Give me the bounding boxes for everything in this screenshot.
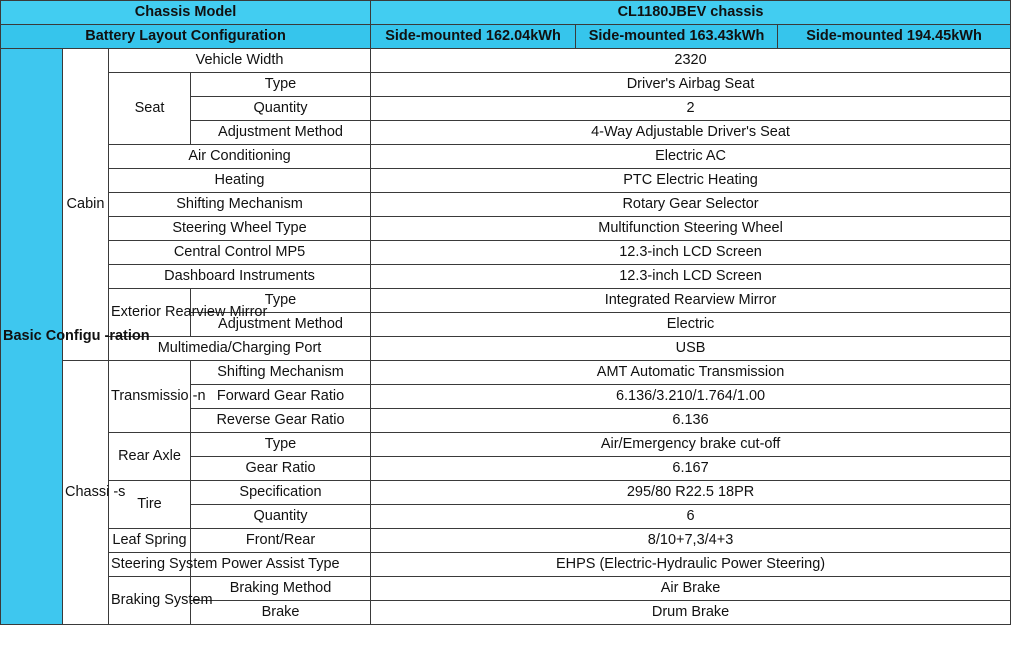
table-row [1, 289, 1011, 313]
seat-label: Seat [109, 73, 191, 145]
table-row [1, 73, 1011, 97]
rear-axle-type-label: Type [191, 433, 371, 457]
rear-axle-label: Rear Axle [109, 433, 191, 481]
transmission-shifting-value: AMT Automatic Transmission [371, 361, 1011, 385]
steering-wheel-value: Multifunction Steering Wheel [371, 217, 1011, 241]
reverse-ratio-label: Reverse Gear Ratio [191, 409, 371, 433]
battery-option-3: Side-mounted 194.45kWh [778, 25, 1011, 49]
header-row-battery [1, 25, 1011, 49]
forward-ratio-label: Forward Gear Ratio [191, 385, 371, 409]
vehicle-width-label: Vehicle Width [109, 49, 371, 73]
seat-quantity-value: 2 [371, 97, 1011, 121]
heating-label: Heating [109, 169, 371, 193]
seat-quantity-label: Quantity [191, 97, 371, 121]
table-row [1, 337, 1011, 361]
mirror-type-label: Type [191, 289, 371, 313]
seat-type-label: Type [191, 73, 371, 97]
steering-wheel-label: Steering Wheel Type [109, 217, 371, 241]
table-row [1, 49, 1011, 73]
shifting-value: Rotary Gear Selector [371, 193, 1011, 217]
multimedia-label: Multimedia/Charging Port [109, 337, 371, 361]
group-cabin: Cabin [63, 49, 109, 361]
chassis-model-value: CL1180JBEV chassis [371, 1, 1011, 25]
table-row [1, 169, 1011, 193]
brake-label: Brake [191, 601, 371, 625]
table-row [1, 193, 1011, 217]
table-row [1, 145, 1011, 169]
mirror-type-value: Integrated Rearview Mirror [371, 289, 1011, 313]
table-row [1, 265, 1011, 289]
transmission-label: Transmissio -n [109, 361, 191, 433]
gear-ratio-label: Gear Ratio [191, 457, 371, 481]
central-control-label: Central Control MP5 [109, 241, 371, 265]
tire-quantity-value: 6 [371, 505, 1011, 529]
chassis-model-label: Chassis Model [1, 1, 371, 25]
air-conditioning-value: Electric AC [371, 145, 1011, 169]
gear-ratio-value: 6.167 [371, 457, 1011, 481]
braking-method-label: Braking Method [191, 577, 371, 601]
leaf-spring-label: Leaf Spring [109, 529, 191, 553]
tire-spec-label: Specification [191, 481, 371, 505]
central-control-value: 12.3-inch LCD Screen [371, 241, 1011, 265]
table-row [1, 433, 1011, 457]
power-assist-value: EHPS (Electric-Hydraulic Power Steering) [371, 553, 1011, 577]
dashboard-value: 12.3-inch LCD Screen [371, 265, 1011, 289]
rear-axle-type-value: Air/Emergency brake cut-off [371, 433, 1011, 457]
multimedia-value: USB [371, 337, 1011, 361]
seat-type-value: Driver's Airbag Seat [371, 73, 1011, 97]
table-row [1, 481, 1011, 505]
table-row [1, 529, 1011, 553]
leaf-spring-sub-label: Front/Rear [191, 529, 371, 553]
mirror-adjust-label: Adjustment Method [191, 313, 371, 337]
group-chassis: Chassi -s [63, 361, 109, 625]
reverse-ratio-value: 6.136 [371, 409, 1011, 433]
group-basic-configuration: Basic Configu -ration [1, 49, 63, 625]
air-conditioning-label: Air Conditioning [109, 145, 371, 169]
mirror-label: Exterior Rearview Mirror [109, 289, 191, 337]
seat-adjust-label: Adjustment Method [191, 121, 371, 145]
battery-option-2: Side-mounted 163.43kWh [576, 25, 778, 49]
heating-value: PTC Electric Heating [371, 169, 1011, 193]
forward-ratio-value: 6.136/3.210/1.764/1.00 [371, 385, 1011, 409]
dashboard-label: Dashboard Instruments [109, 265, 371, 289]
steering-system-label: Steering System [109, 553, 191, 577]
table-row [1, 577, 1011, 601]
power-assist-label: Power Assist Type [191, 553, 371, 577]
brake-value: Drum Brake [371, 601, 1011, 625]
tire-label: Tire [109, 481, 191, 529]
shifting-label: Shifting Mechanism [109, 193, 371, 217]
seat-adjust-value: 4-Way Adjustable Driver's Seat [371, 121, 1011, 145]
battery-layout-label: Battery Layout Configuration [1, 25, 371, 49]
battery-option-1: Side-mounted 162.04kWh [371, 25, 576, 49]
table-row [1, 553, 1011, 577]
table-row [1, 217, 1011, 241]
tire-spec-value: 295/80 R22.5 18PR [371, 481, 1011, 505]
table-row [1, 241, 1011, 265]
table-row [1, 361, 1011, 385]
leaf-spring-value: 8/10+7,3/4+3 [371, 529, 1011, 553]
tire-quantity-label: Quantity [191, 505, 371, 529]
mirror-adjust-value: Electric [371, 313, 1011, 337]
braking-system-label: Braking System [109, 577, 191, 625]
transmission-shifting-label: Shifting Mechanism [191, 361, 371, 385]
header-row-model [1, 1, 1011, 25]
braking-method-value: Air Brake [371, 577, 1011, 601]
vehicle-width-value: 2320 [371, 49, 1011, 73]
